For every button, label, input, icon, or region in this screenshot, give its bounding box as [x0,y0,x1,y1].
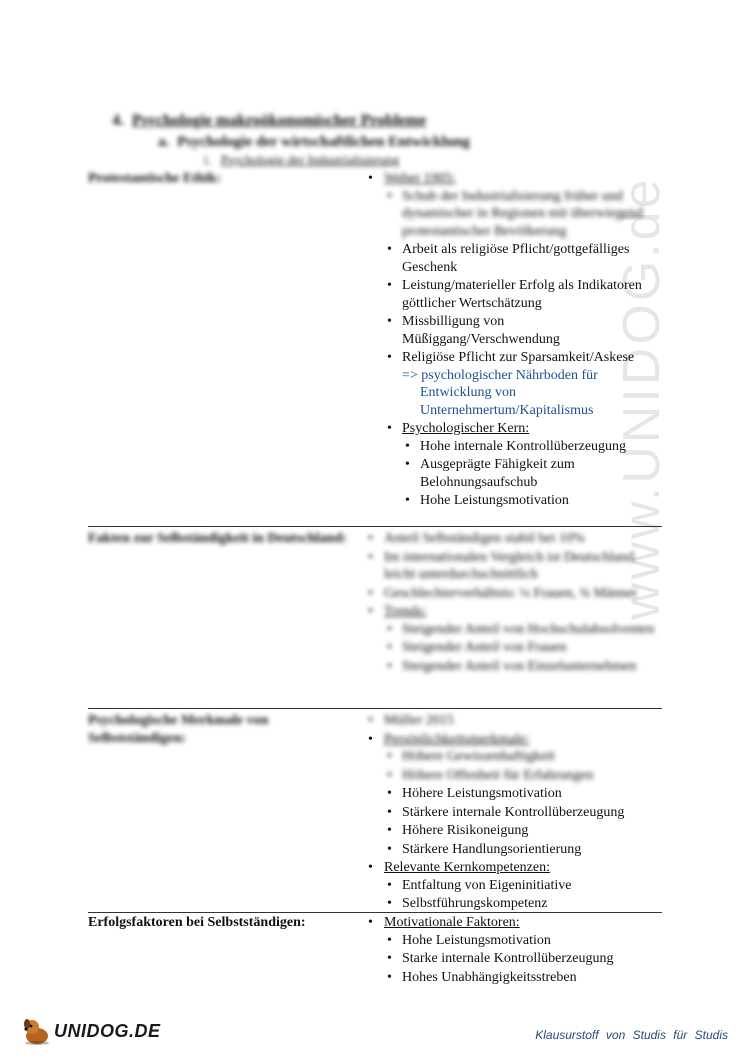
footer-slogan: Klausurstoff von Studis für Studis [535,1028,728,1042]
list-item [366,712,662,730]
list-item-text: Weber 1905: [384,171,456,186]
conclusion-note-line-2: Entwicklung von Unternehmertum/Kapitalismus [420,385,594,418]
list-item [366,914,662,986]
list-item-text: Persönlichkeitsmerkmale: [384,731,530,747]
list-item-text: Höhere Risikoneigung [402,823,529,838]
logo-brand-text: UNIDOG.DE [54,1020,161,1041]
section-content [366,712,662,914]
list-item [384,420,662,510]
list-item [366,603,662,675]
list-item [384,349,662,419]
list-item-text: Hohe Leistungsmotivation [420,493,569,508]
conclusion-note [402,367,662,420]
list-item-text: Ausgeprägte Fähigkeit zum Belohnungsaufschub [420,457,575,490]
list-item [402,438,662,456]
watermark-text: www.UNIDOG.de [613,176,671,620]
list-item [384,895,662,913]
section-label: Erfolgsfaktoren bei Selbstständigen: [88,915,306,930]
list-item [384,277,662,312]
heading-2-number: a. [158,134,170,150]
list-item-text: Starke internale Kontrollüberzeugung [402,951,614,966]
section-label: Psychologische Merkmale von Selbstständigen: [88,713,269,746]
section-label: Fakten zur Selbständigkeit in Deutschland: [88,531,347,546]
list-item-text: Religiöse Pflicht zur Sparsamkeit/Askese [402,350,635,365]
section-content [366,530,662,676]
list-item-text: Hohes Unabhängigkeitsstreben [402,969,577,985]
unidog-logo [22,1014,161,1048]
list-item [402,492,662,510]
list-item [402,456,662,491]
conclusion-note-line-1: => psychologischer Nährboden für [402,367,598,383]
list-item [366,170,662,510]
list-item [384,822,662,840]
section-divider [88,526,662,527]
list-item-text: Stärkere internale Kontrollüberzeugung [402,804,625,820]
list-item [384,748,662,766]
list-item-text: Steigender Anteil von Einzelunternehmen [402,658,637,674]
list-item [384,950,662,968]
list-item [366,530,662,548]
list-item [366,731,662,859]
list-item-text: Leistung/materieller Erfolg als Indikatoren göttlicher Wertschätzung [402,278,642,311]
list-item [384,877,662,895]
list-item [384,241,662,276]
section-divider [88,912,662,913]
list-item [384,639,662,657]
list-item [384,621,662,639]
section-divider [88,708,662,709]
list-item-text: Entfaltung von Eigeninitiative [402,877,572,893]
section-content [366,170,662,511]
heading-3-number: i. [204,152,211,167]
section-content [366,914,662,987]
list-item-text: Müller 2015 [384,713,454,728]
list-item-text: Hohe internale Kontrollüberzeugung [420,438,627,454]
list-item [384,969,662,987]
list-item-text: Schub der Industrialisierung früher und dynamischer in Regionen mit überwiegend protestantischer Bevölkerung [402,188,644,239]
heading-1-number: 4. [112,112,124,129]
list-item-text: Höhere Gewissenhaftigkeit [402,749,555,764]
list-item-text: Selbstführungskompetenz [402,896,548,911]
list-item-text: Relevante Kernkompetenzen: [384,860,550,875]
dog-mascot-icon [22,1016,52,1046]
list-item [366,549,662,584]
list-item-text: Trends: [384,604,427,619]
heading-2-text: Psychologie der wirtschaftlichen Entwicklung [177,134,470,150]
list-item [384,785,662,803]
list-item-text: Motivationale Faktoren: [384,915,520,930]
section-label: Protestantische Ethik: [88,171,222,186]
heading-2 [158,134,470,151]
list-item-text: Höhere Leistungsmotivation [402,786,562,801]
heading-3-text: Psychologie der Industrialisierung [220,152,400,167]
list-item [384,658,662,676]
list-item [384,841,662,859]
list-item-text: Höhere Offenheit für Erfahrungen [402,767,594,783]
list-item-text: Arbeit als religiöse Pflicht/gottgefälliges Geschenk [402,242,630,275]
list-item [384,804,662,822]
list-item-text: Steigender Anteil von Frauen [402,640,567,655]
heading-1 [112,112,426,130]
heading-3 [204,152,399,168]
list-item [384,932,662,950]
list-item-text: Psychologischer Kern: [402,421,530,436]
list-item-text: Im internationalen Vergleich ist Deutschland leicht unterdurchschnittlich [384,549,634,582]
list-item [384,767,662,785]
list-item-text: Stärkere Handlungsorientierung [402,841,582,857]
list-item [384,188,662,241]
list-item-text: Missbilligung von Müßiggang/Verschwendung [402,314,560,347]
list-item-text: Steigender Anteil von Hochschulabsolventen [402,621,655,637]
list-item-text: Hohe Leistungsmotivation [402,932,551,948]
list-item-text: Geschlechterverhältnis: ¼ Frauen, ¾ Männer [384,585,638,601]
list-item-text: Anteil Selbständigen stabil bei 10% [384,531,585,546]
list-item [366,585,662,603]
heading-1-text: Psychologie makroökonomischer Probleme [132,112,427,129]
list-item [366,859,662,913]
list-item [384,313,662,348]
